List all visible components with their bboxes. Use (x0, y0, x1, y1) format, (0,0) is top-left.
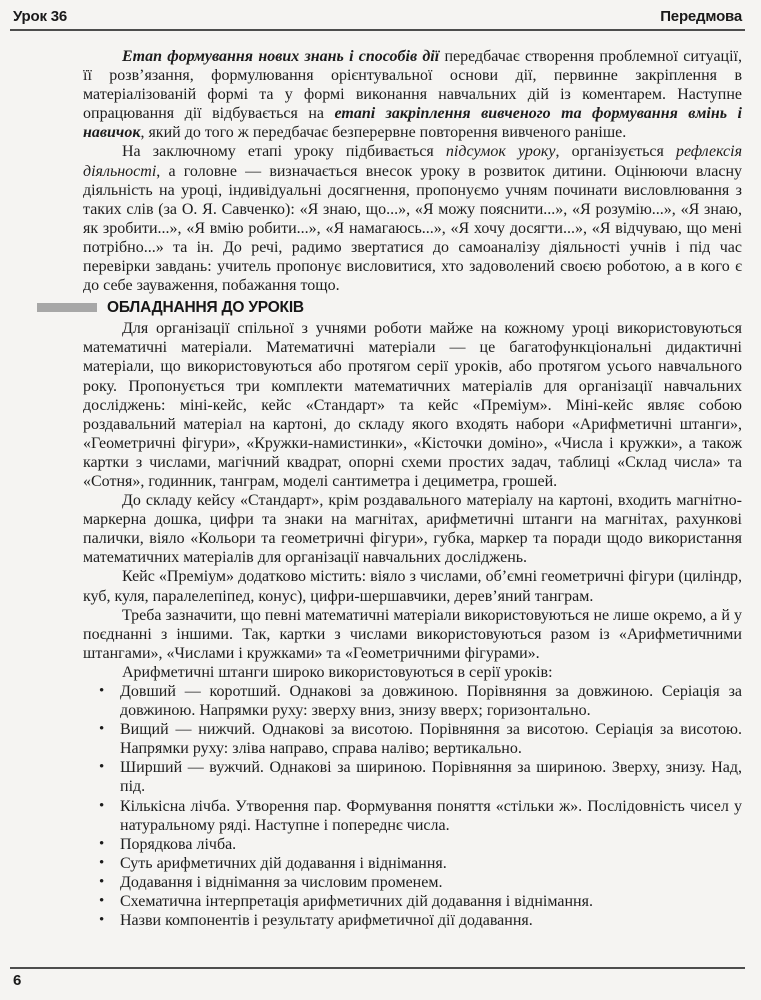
paragraph (83, 606, 742, 663)
paragraph (83, 319, 742, 491)
text-run: Арифметичні штанги широко використовуються в серії уроків: (122, 663, 553, 681)
intro-paragraphs (83, 47, 742, 295)
bullet-icon: • (99, 759, 105, 776)
bullet-icon: • (99, 683, 105, 699)
page-number: 6 (13, 972, 22, 989)
bullet-icon: • (99, 835, 105, 852)
bullet-icon: • (99, 893, 105, 910)
header-lesson-label: Урок 36 (13, 8, 68, 25)
section-heading-title: ОБЛАДНАННЯ ДО УРОКІВ (107, 299, 304, 317)
running-header (10, 0, 745, 31)
text-run: , організується (555, 143, 677, 161)
list-item (83, 797, 742, 835)
list-item (83, 911, 742, 930)
list-item (83, 682, 742, 720)
text-run: рефлексія діяльності (83, 143, 743, 180)
text-run: До складу кейсу «Стандарт», крім роздавального матеріалу на картоні, входить магнітно-маркерна дошка, цифри та знаки на магнітах, арифметичні штанги на магнітах, рахункові палички, віяло «Кольори та геометричні фігури», губка, маркер та поради щодо використання математичних матеріалів для організації навчальних досліджень. (83, 492, 742, 567)
text-run: , а головне — визначається внесок уроку в розвиток дитини. Оцінюючи власну діяльність на уроці, індивідуальні досягнення, пропонуємо учням починати висловлювання з таких слів (за О. Я. Савченко): «Я знаю, що...», «Я можу пояснити...», «Я розумію...», «Я знаю, як зробити...», «Я вмію робити...», «Я намагаюсь...», «Я хочу досягти...», «Я відчуваю, що мені потрібно...» та ін. До речі, радимо звертатися до самоаналізу діяльності учнів і під час перевірки завдань: учитель пропонує висловитися, хто задоволений своєю роботою, а в кого є до себе зауваження, побажання тощо. (83, 162, 742, 295)
page-content (0, 31, 761, 930)
list-item-text: Суть арифметичних дій додавання і віднімання. (120, 854, 447, 872)
list-item (83, 892, 742, 911)
text-run: передбачає створення проблемної ситуації, її розв’язання, формулювання орієнтувальної основи дії, первинне закріплення в матеріалізованій формі та у формі виконання навчальних дій із коментарем. Наступне опрацювання дії відбувається на (83, 48, 742, 123)
bullet-icon: • (99, 912, 105, 929)
text-run: На заключному етапі уроку підбивається (122, 143, 446, 161)
paragraph (83, 663, 742, 682)
bullet-icon: • (99, 797, 105, 814)
section-paragraphs (83, 319, 742, 682)
list-item-text: Вищий — нижчий. Однакові за висотою. Порівняння за висотою. Серіація за висотою. Напрямки руху: зліва направо, справа наліво; вертикально. (120, 721, 742, 758)
list-item (83, 835, 742, 854)
list-item-text: Назви компонентів і результату арифметичної дії додавання. (120, 912, 533, 930)
text-run: Треба зазначити, що певні математичні матеріали використовуються не лише окремо, а й у поєднанні з іншими. Так, картки з числами використовуються разом із «Арифметичними штангами», «Числами і кружками» та «Геометричними фігурами». (83, 606, 742, 662)
list-item (83, 720, 742, 758)
list-item (83, 873, 742, 892)
text-run: етапі закріплення вивченого та формування вмінь і навичок (83, 105, 742, 142)
bullet-list (83, 682, 742, 930)
paragraph (83, 491, 742, 567)
paragraph (83, 142, 742, 295)
list-item-text: Ширший — вужчий. Однакові за шириною. Порівняння за шириною. Зверху, знизу. Над, під. (120, 759, 742, 796)
section-heading (37, 298, 742, 317)
paragraph (83, 567, 742, 605)
text-run: Для організації спільної з учнями роботи майже на кожному уроці використовуються математичні матеріали. Математичні матеріали — це багатофункціональні дидактичні матеріали, що використовуються або протягом серії уроків, або протягом усього навчального року. Пропонується три комплекти математичних матеріалів для організації навчальних досліджень: міні-кейс, кейс «Стандарт» та кейс «Преміум». Міні-кейс являє собою роздавальний матеріал на картоні, до складу якого входять набори «Арифметичні штанги», «Геометричні фігури», «Кружки-намистинки», «Кісточки доміно», «Числа і кружки», а також картки з числами, магічний квадрат, опорні схеми простих задач, таблиці «Склад числа» та «Сотня», годинник, танграм, моделі сантиметра і дециметра, грошей. (83, 320, 742, 490)
header-chapter-label: Передмова (660, 8, 742, 25)
text-run: Етап формування нових знань і способів дії (122, 48, 440, 65)
list-item-text: Довший — коротший. Однакові за довжиною. Порівняння за довжиною. Серіація за довжиною. Напрямки руху: зверху вниз, знизу вверх; горизонтально. (120, 683, 742, 720)
text-run: , який до того ж передбачає безперервне повторення вивченого раніше. (140, 124, 627, 142)
list-item (83, 758, 742, 796)
list-item (83, 854, 742, 873)
bullet-icon: • (99, 873, 105, 890)
list-item-text: Порядкова лічба. (120, 835, 237, 853)
list-item-text: Кількісна лічба. Утворення пар. Формування поняття «стільки ж». Послідовність чисел у натуральному ряді. Наступне і попереднє числа. (120, 797, 742, 834)
bullet-icon: • (99, 854, 105, 871)
list-item-text: Схематична інтерпретація арифметичних дій додавання і віднімання. (120, 893, 593, 911)
bullet-icon: • (99, 721, 105, 738)
section-marker-bar (37, 303, 97, 312)
text-run: підсумок уроку (445, 143, 556, 161)
paragraph (83, 47, 742, 142)
text-run: Кейс «Преміум» додатково містить: віяло з числами, об’ємні геометричні фігури (циліндр, куб, куля, паралелепіпед, конус), цифри-шершавчики, дерев’яний танграм. (83, 568, 742, 605)
list-item-text: Додавання і віднімання за числовим променем. (120, 873, 443, 891)
running-footer (0, 967, 761, 1000)
